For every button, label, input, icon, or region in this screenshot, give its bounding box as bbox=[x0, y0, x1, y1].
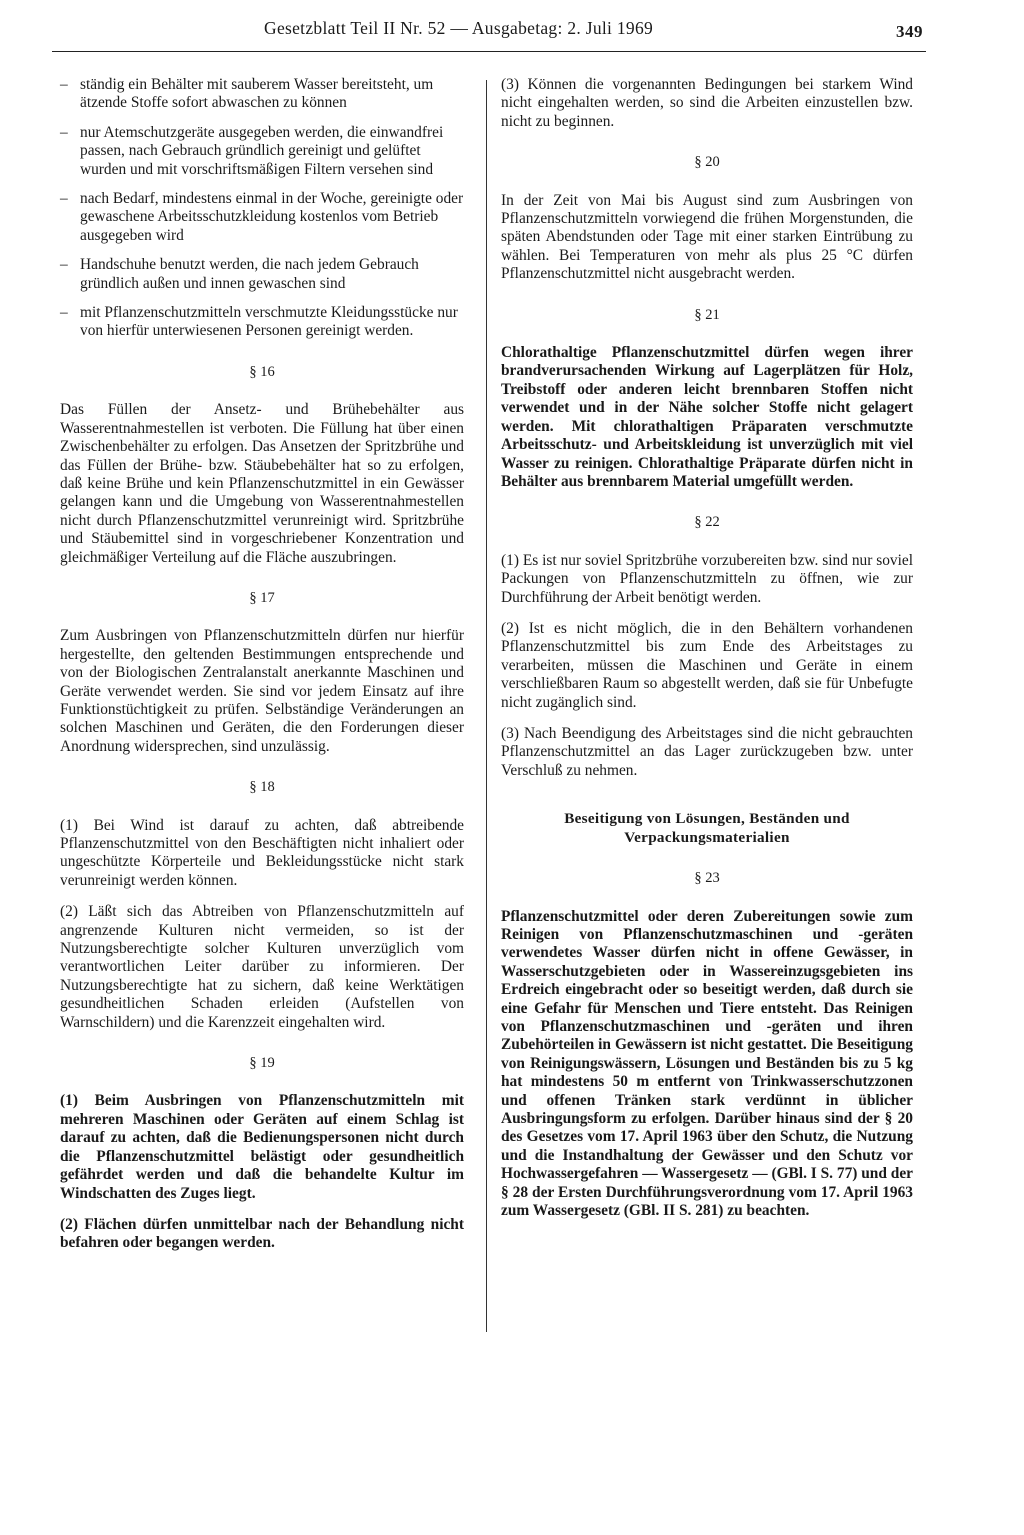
section-22-paragraph-1: (1) Es ist nur soviel Spritzbrühe vorzubereiten bzw. sind nur soviel Packungen von Pflanzenschutzmitteln zu öffnen, wie zur Durchführung der Arbeit benötigt werden. bbox=[501, 551, 913, 606]
section-23-text: Pflanzenschutzmittel oder deren Zubereitungen sowie zum Reinigen von Pflanzenschutzmaschinen und -geräten verwendetes Wasser dürfen nicht in offene Gewässer, in Wasserschutzgebieten oder in Wassereinzugsgebieten ins Erdreich eingebracht oder so beseitigt werden, daß durch sie eine Gefahr für Menschen und Tiere entsteht. Das Reinigen von Pflanzenschutzmaschinen und -geräten und ihren Zubehörteilen in Gewässern ist nicht gestattet. Die Beseitigung von Reinigungswässern, Lösungen und Beständen bis zu 5 kg hat mindestens 50 m entfernt von Trinkwasserschutzzonen und offenen Tränken stark verdünnt in üblicher Ausbringungsform zu erfolgen. Darüber hinaus sind der § 20 des Gesetzes vom 17. April 1963 über den Schutz, die Nutzung und die Instandhaltung der Gewässer und den Schutz vor Hochwassergefahren — Wassergesetz — (GBl. I S. 77) und der § 28 der Ersten Durchführungsverordnung vom 17. April 1963 zum Wassergesetz (GBl. II S. 281) zu beachten. bbox=[501, 907, 913, 1220]
chapter-heading bbox=[501, 810, 913, 847]
chapter-heading-line-2: Verpackungsmaterialien bbox=[624, 828, 790, 846]
list-item: – ständig ein Behälter mit sauberem Wasser bereitsteht, um ätzende Stoffe sofort abwaschen zu können bbox=[60, 76, 434, 112]
section-19-paragraph-1: (1) Beim Ausbringen von Pflanzenschutzmitteln mit mehreren Maschinen oder Geräten auf einem Schlag ist darauf zu achten, daß die Bedienungspersonen nicht durch die Pflanzenschutzmittel belästigt oder gesundheitlich gefährdet werden und daß die behandelte Kultur im Windschatten des Zuges liegt. bbox=[60, 1092, 464, 1202]
section-17-text: Zum Ausbringen von Pflanzenschutzmitteln dürfen nur hierfür hergestellte, den geltenden Bestimmungen entsprechende und von der Biologischen Zentralanstalt anerkannte Maschinen und Geräte verwendet werden. Sie sind vor jedem Einsatz auf ihre Funktionstüchtigkeit zu prüfen. Selbständige Veränderungen an solchen Maschinen und Geräten, die den Forderungen dieser Anordnung widersprechen, sind unzulässig. bbox=[60, 627, 464, 755]
section-23-title: § 23 bbox=[694, 870, 720, 887]
header-rule bbox=[52, 51, 926, 52]
page-number: 349 bbox=[896, 22, 923, 41]
running-header: Gesetzblatt Teil II Nr. 52 — Ausgabetag: 2. Juli 1969 bbox=[264, 18, 654, 38]
chapter-heading-line-1: Beseitigung von Lösungen, Beständen und bbox=[564, 810, 850, 828]
list-item: – nur Atemschutzgeräte ausgegeben werden, die einwandfrei passen, nach Gebrauch gründlich gereinigt und gelüftet wurden und mit vorschriftsmäßigen Filtern versehen sind bbox=[60, 123, 444, 178]
section-19-paragraph-2: (2) Flächen dürfen unmittelbar nach der Behandlung nicht befahren oder begangen werden. bbox=[60, 1215, 464, 1252]
section-22-title: § 22 bbox=[694, 514, 720, 531]
section-17-title: § 17 bbox=[249, 589, 275, 606]
section-16-text: Das Füllen der Ansetz- und Brühebehälter aus Wasserentnahmestellen ist verboten. Die Füllung hat über einen Zwischenbehälter zu erfolgen. Das Ansetzen der Spritzbrühe und das Füllen der Brühe- bzw. Stäubebehälter hat so zu erfolgen, daß keine Brühe und kein Pflanzenschutzmittel in ein Gewässer gelangen kann und die Umgebung von Wasserentnahmestellen nicht durch Pflanzenschutzmittel verunreinigt wird. Spritzbrühe und Stäubemittel sind in vorgeschriebener Konzentration und gleichmäßiger Verteilung auf die Fläche auszubringen. bbox=[60, 401, 464, 566]
column-divider bbox=[486, 80, 487, 1332]
right-column bbox=[501, 76, 913, 1221]
section-19-paragraph-3: (3) Können die vorgenannten Bedingungen bei starkem Wind nicht eingehalten werden, so sind die Arbeiten einzustellen bzw. nicht zu beginnen. bbox=[501, 76, 913, 130]
list-item: – nach Bedarf, mindestens einmal in der Woche, gereinigte oder gewaschene Arbeitsschutzkleidung kostenlos vom Betrieb ausgegeben wird bbox=[60, 190, 464, 244]
list-item-text: nur Atemschutzgeräte ausgegeben werden, die einwandfrei passen, nach Gebrauch gründlich gereinigt und gelüftet wurden und mit vorschriftsmäßigen Filtern versehen sind bbox=[80, 123, 444, 178]
list-item-text: ständig ein Behälter mit sauberem Wasser bereitsteht, um ätzende Stoffe sofort abwaschen zu können bbox=[80, 76, 434, 112]
section-22-paragraph-3: (3) Nach Beendigung des Arbeitstages sind die nicht gebrauchten Pflanzenschutzmittel an das Lager zurückzugeben bzw. unter Verschluß zu nehmen. bbox=[501, 724, 913, 779]
section-18-paragraph-1: (1) Bei Wind ist darauf zu achten, daß abtreibende Pflanzenschutzmittel von den Beschäftigten nicht inhaliert oder ungeschützte Körperteile und Bekleidungsstücke nicht stark verunreinigt werden können. bbox=[60, 816, 464, 889]
list-item: – Handschuhe benutzt werden, die nach jedem Gebrauch gründlich außen und innen gewaschen sind bbox=[60, 256, 419, 292]
left-column bbox=[60, 76, 464, 1253]
list-item-text: nach Bedarf, mindestens einmal in der Woche, gereinigte oder gewaschene Arbeitsschutzkleidung kostenlos vom Betrieb ausgegeben wird bbox=[80, 190, 464, 244]
list-item: – mit Pflanzenschutzmitteln verschmutzte Kleidungsstücke nur von hierfür unterwiesenen Personen gereinigt werden. bbox=[60, 304, 458, 340]
section-18-title: § 18 bbox=[249, 779, 275, 796]
section-20-title: § 20 bbox=[694, 154, 720, 171]
section-20-text: In der Zeit von Mai bis August sind zum Ausbringen von Pflanzenschutzmitteln vorwiegend die frühen Morgenstunden, die späten Abendstunden oder Tage mit einer starken Eintrübung zu wählen. Bei Temperaturen von mehr als plus 25 °C dürfen Pflanzenschutzmittel nicht ausgebracht werden. bbox=[501, 191, 913, 283]
section-19-title: § 19 bbox=[249, 1055, 275, 1072]
section-21-title: § 21 bbox=[694, 306, 720, 323]
list-item-text: Handschuhe benutzt werden, die nach jedem Gebrauch gründlich außen und innen gewaschen sind bbox=[80, 256, 419, 292]
section-22-paragraph-2: (2) Ist es nicht möglich, die in den Behältern vorhandenen Pflanzenschutzmittel bis zum Ende des Arbeitstages zu verarbeiten, müssen die Maschinen und Geräte in einem verschließbaren Raum so abgestellt werden, daß sie für Unbefugte nicht zugänglich sind. bbox=[501, 619, 913, 711]
section-21-text: Chlorathaltige Pflanzenschutzmittel dürfen wegen ihrer brandverursachenden Wirkung auf Lagerplätzen für Holz, Treibstoff oder anderen leicht brennbaren Stoffen nicht verwendet und in der Nähe solcher Stoffe nicht gelagert werden. Mit chlorathaltigen Präparaten verschmutzte Arbeitsschutz- und Arbeitskleidung ist unverzüglich mit viel Wasser zu reinigen. Chlorathaltige Präparate dürfen nicht in Behälter aus brennbarem Material umgefüllt werden. bbox=[501, 344, 913, 490]
list-item-text: mit Pflanzenschutzmitteln verschmutzte Kleidungsstücke nur von hierfür unterwiesenen Personen gereinigt werden. bbox=[80, 304, 458, 340]
section-16-title: § 16 bbox=[249, 363, 275, 380]
section-18-paragraph-2: (2) Läßt sich das Abtreiben von Pflanzenschutzmitteln auf angrenzende Kulturen nicht vermeiden, so ist der Nutzungsberechtigte solcher Kulturen unverzüglich vom verantwortlichen Leiter darüber zu informieren. Der Nutzungsberechtigte hat zu sichern, daß keine Werktätigen gesundheitlichen Schaden erleiden (Aufstellen von Warnschildern) und die Karenzzeit eingehalten wird. bbox=[60, 903, 464, 1031]
